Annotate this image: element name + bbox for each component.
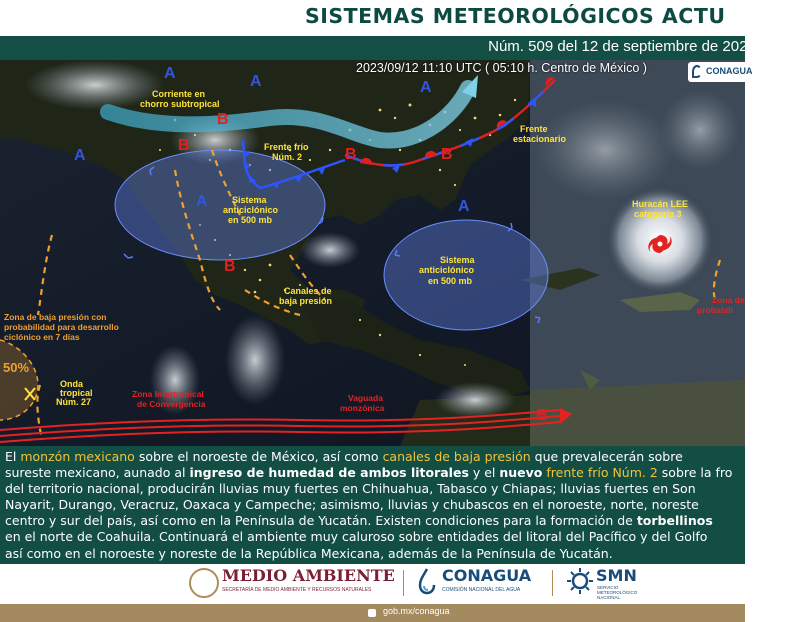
description-line [5, 497, 805, 513]
jet-label: Corriente en [152, 89, 206, 99]
low-zone-label: probabilidad para desarrollo [4, 322, 119, 332]
low-mark: B [441, 146, 453, 163]
logo-separator [552, 570, 553, 596]
description-segment: y el [468, 465, 500, 481]
low-zone-right-label: Zona de [712, 295, 745, 305]
description-line [5, 481, 805, 497]
description-segment: canales de baja presión [382, 449, 531, 464]
cloud-patch [435, 382, 515, 418]
stationary-front-label: estacionario [513, 134, 567, 144]
high-mark: A [420, 79, 432, 96]
monsoon-trough-label: Vaguada [348, 393, 383, 403]
low-mark: B [345, 146, 357, 163]
cold-front-label: Frente frío [264, 142, 309, 152]
monsoon-trough-label: monzónica [340, 403, 385, 413]
satellite-timestamp: 2023/09/12 11:10 UTC ( 05:10 h. Centro de México ) [356, 61, 647, 75]
cloud-patch [535, 100, 675, 200]
description-segment: así como en el noroeste y noreste de la República Mexicana, además de la Península de Yucatán. [5, 545, 613, 561]
tropical-wave-label: tropical [60, 388, 93, 398]
itcz-label: Zona Intertropical [132, 389, 204, 399]
jet-label: chorro subtropical [140, 99, 220, 109]
probability-percent: 50% [3, 360, 30, 375]
forecast-description [0, 446, 745, 564]
anticyclone-west-label: anticiclónico [223, 205, 279, 215]
cloud-patch [225, 315, 285, 405]
description-line [5, 465, 805, 481]
tropical-wave-label: Núm. 27 [56, 397, 92, 407]
tropical-wave-label: Onda [60, 379, 84, 389]
description-segment: sobre el noroeste de México, así como [134, 449, 383, 464]
anticyclone-west-label: en 500 mb [228, 215, 273, 225]
high-mark: A [74, 147, 86, 164]
conagua-logo-text: CONAGUA [442, 566, 532, 585]
low-mark: B [217, 111, 229, 128]
map-svg [0, 60, 745, 446]
low-zone-label: ciclónico en 7 días [4, 332, 80, 342]
cloud-patch [300, 232, 360, 268]
description-segment: ingreso de humedad de ambos litorales [189, 465, 469, 481]
description-segment: que prevalecerán sobre [530, 449, 683, 464]
description-segment: frente frío Núm. 2 [546, 465, 658, 481]
itcz-label: de Convergencia [137, 399, 206, 409]
stationary-front-label: Frente [520, 124, 548, 134]
corner-logo-text: CONAGUA [706, 66, 753, 76]
low-mark: B [224, 258, 236, 275]
smn-sun-icon [566, 567, 594, 595]
low-mark: B [178, 137, 190, 154]
description-line [5, 529, 805, 545]
description-line [5, 513, 805, 529]
header [0, 0, 745, 36]
description-segment: sobre la fro [657, 465, 733, 481]
low-channels-label: baja presión [279, 296, 333, 306]
high-mark: A [196, 193, 208, 210]
hurricane-label: Huracán LEE [632, 199, 689, 209]
corner-logo [688, 62, 753, 82]
conagua-logo-sub: COMISIÓN NACIONAL DEL AGUA [442, 587, 521, 593]
medio-ambiente-seal-icon [189, 568, 219, 598]
low-channels-label: Canales de [284, 286, 332, 296]
weather-map [0, 60, 745, 446]
description-line [5, 449, 805, 465]
low-zone-right-label: probabili [697, 305, 733, 315]
description-segment: monzón mexicano [20, 449, 135, 464]
description-segment: sureste mexicano, aunado al [5, 465, 190, 481]
page-title: SISTEMAS METEOROLÓGICOS ACTU [305, 4, 726, 28]
description-segment: en el norte de Coahuila. Continuará el ambiente muy caluroso sobre entidades del litoral del Pacífico y del Golfo [5, 529, 708, 545]
description-segment: Nayarit, Durango, Veracruz, Oaxaca y Campeche; asimismo, lluvias y chubascos en el noroeste, norte, noreste [5, 497, 699, 513]
bulletin-number-date: Núm. 509 del 12 de septiembre de 2023 / 06 [488, 38, 785, 55]
low-mark: B [536, 407, 548, 424]
logo-separator [403, 570, 404, 596]
high-mark: A [164, 65, 176, 82]
description-text [5, 449, 805, 562]
conagua-drop-icon [418, 568, 436, 594]
description-segment: del territorio nacional, producirán lluvias muy fuertes en Chihuahua, Tabasco y Chiapas; lluvias fuertes en Son [5, 481, 696, 497]
high-mark: A [250, 73, 262, 90]
description-segment: El [5, 449, 21, 464]
cold-front-label: Núm. 2 [272, 152, 303, 162]
medio-ambiente-logo-sub: SECRETARÍA DE MEDIO AMBIENTE Y RECURSOS NATURALES [222, 587, 372, 593]
anticyclone-east [384, 220, 548, 330]
anticyclone-east-label: en 500 mb [428, 276, 473, 286]
description-segment: nuevo [499, 465, 543, 481]
footer [0, 604, 745, 622]
anticyclone-east-label: Sistema [440, 255, 475, 265]
description-line [5, 546, 805, 562]
low-zone-label: Zona de baja presión con [4, 312, 107, 322]
subtitle-bar [0, 36, 785, 60]
footer-url-link[interactable]: gob.mx/conagua [383, 606, 450, 616]
medio-ambiente-logo-text: MEDIO AMBIENTE [222, 566, 395, 585]
smn-logo-text: SMN [596, 566, 637, 585]
social-media-icons[interactable] [368, 609, 376, 617]
high-mark: A [458, 198, 470, 215]
description-segment: centro y sur del país, así como en la Península de Yucatán. Existen condiciones para la formación de [5, 513, 637, 529]
smn-logo-sub: SERVICIO METEOROLÓGICO NACIONAL [597, 585, 638, 600]
anticyclone-east-label: anticiclónico [419, 265, 475, 275]
anticyclone-west-label: Sistema [232, 195, 267, 205]
anticyclone-west [115, 150, 325, 260]
conagua-drop-icon [692, 65, 702, 78]
description-segment: torbellinos [636, 513, 713, 529]
cloud-patch [660, 90, 740, 170]
hurricane-label: categoría 3 [634, 209, 682, 219]
